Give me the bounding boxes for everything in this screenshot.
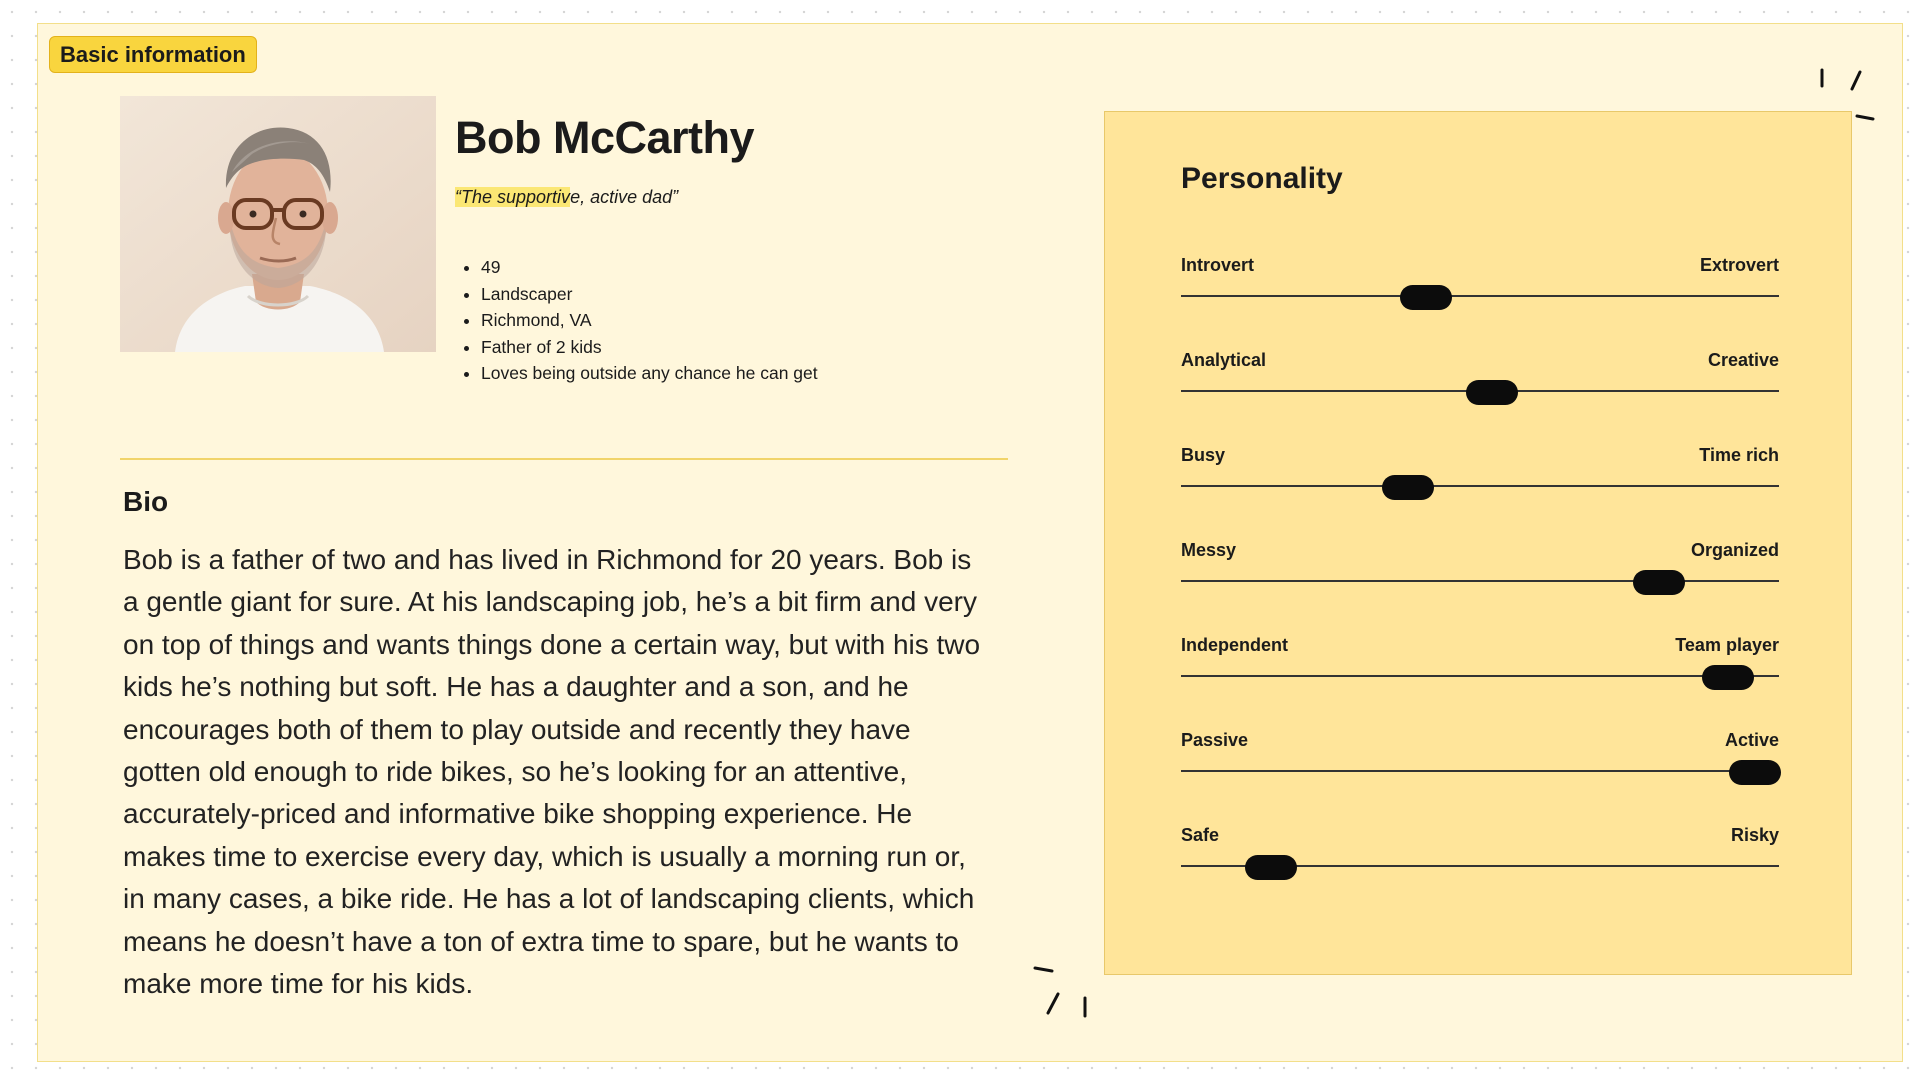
trait-left-label: Independent [1181,635,1288,655]
trait-left-label: Safe [1181,825,1220,845]
fact-item: • Father of 2 kids [481,334,818,361]
trait-left-label: Messy [1181,540,1237,560]
trait-slider-safe-risky [1181,825,1779,895]
fact-item: • Richmond, VA [481,307,818,334]
persona-name: Bob McCarthy [455,112,755,163]
slider-knob[interactable] [1633,570,1685,595]
section-divider [120,458,1008,460]
personality-title: Personality [1181,162,1343,195]
portrait-image [120,96,436,352]
slider-track[interactable] [1181,295,1779,297]
persona-tagline [455,187,678,208]
tagline-rest: e, active dad” [570,187,679,207]
trait-right-label: Extrovert [1699,255,1779,275]
trait-right-label: Active [1724,730,1779,750]
trait-slider-introvert-extrovert [1181,255,1779,325]
trait-slider-busy-timerich [1181,445,1779,515]
slider-knob[interactable] [1245,855,1297,880]
fact-item: • Landscaper [481,281,818,308]
slider-knob[interactable] [1466,380,1518,405]
trait-slider-messy-organized [1181,540,1779,610]
slider-knob[interactable] [1400,285,1452,310]
slider-track[interactable] [1181,580,1779,582]
bio-text: Bob is a father of two and has lived in Richmond for 20 years. Bob is a gentle giant for sure. At his landscaping job, he’s a bit firm and very on top of things and wants things done a certain way, but with his two kids he’s nothing but soft. He has a daughter and a son, and he encourages both of them to play outside and recently they have gotten old enough to ride bikes, so he’s looking for an attentive, accurately-priced and informative bike shopping experience. He makes time to exercise every day, which is usually a morning run or, in many cases, a bike ride. He has a lot of landscaping clients, which means he doesn’t have a ton of extra time to spare, but he wants to make more time for his kids. [123,544,981,1000]
trait-slider-passive-active [1181,730,1779,800]
trait-slider-independent-teamplayer [1181,635,1779,705]
trait-right-label: Organized [1690,540,1779,560]
frame-label-tag[interactable]: Basic information [49,36,257,73]
fact-item: • Loves being outside any chance he can get [481,360,818,387]
tagline-highlight: “The supportiv [455,187,571,207]
personality-card [1104,111,1852,975]
persona-facts-list [462,254,818,387]
trait-left-label: Introvert [1181,255,1255,275]
trait-right-label: Risky [1730,825,1779,845]
bio-title: Bio [123,486,169,517]
trait-left-label: Passive [1181,730,1249,750]
slider-track[interactable] [1181,770,1779,772]
fact-item: • 49 [481,254,818,281]
slider-track[interactable] [1181,675,1779,677]
trait-right-label: Team player [1675,635,1779,655]
slider-knob[interactable] [1702,665,1754,690]
trait-slider-analytical-creative [1181,350,1779,420]
slider-track[interactable] [1181,485,1779,487]
persona-photo [120,96,436,352]
trait-right-label: Creative [1707,350,1779,370]
trait-left-label: Analytical [1181,350,1267,370]
slider-knob[interactable] [1382,475,1434,500]
trait-right-label: Time rich [1699,445,1779,465]
slider-knob[interactable] [1729,760,1781,785]
trait-left-label: Busy [1181,445,1226,465]
